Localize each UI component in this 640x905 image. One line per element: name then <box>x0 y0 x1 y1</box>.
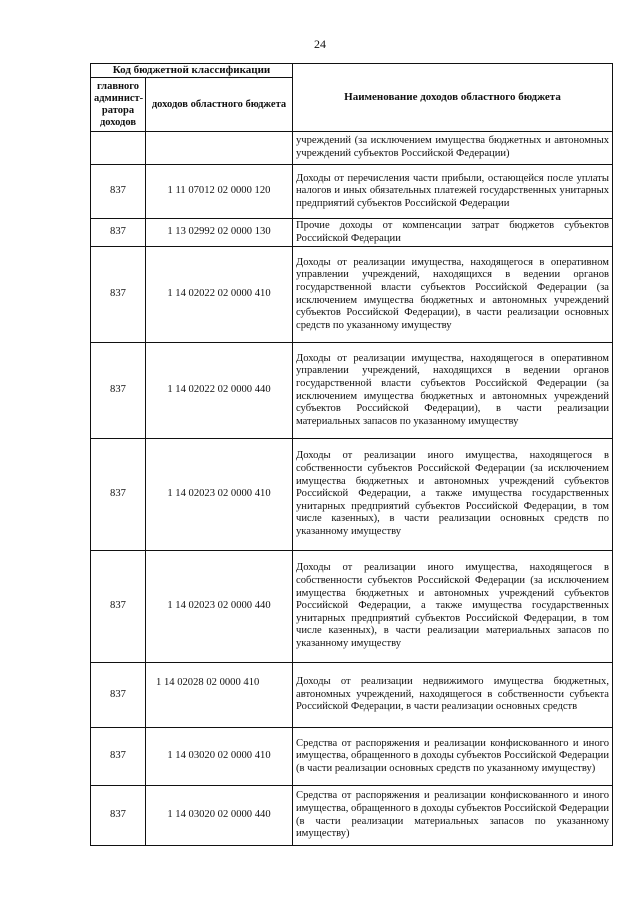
admin-code-cell: 837 <box>91 343 146 439</box>
admin-code-cell <box>91 132 146 165</box>
income-name-cell: Прочие доходы от компенсации затрат бюджетов субъектов Российской Федерации <box>293 219 613 247</box>
table-row <box>91 132 613 165</box>
income-code-cell: 1 13 02992 02 0000 130 <box>146 219 293 247</box>
income-name-cell: Доходы от реализации имущества, находящегося в оперативном управлении учреждений, находящихся в ведении органов государственной власти субъектов Российской Федерации (за исключением имущества бюджетных и автономных учреждений субъектов Российской Федерации), в части реализации основных средств по указанному имуществу <box>293 247 613 343</box>
income-code-column-header: доходов областного бюджета <box>146 78 293 132</box>
table-row <box>91 786 613 846</box>
income-name-header: Наименование доходов областного бюджета <box>293 64 613 132</box>
income-name-cell: Доходы от реализации иного имущества, находящегося в собственности субъектов Российской Федерации (за исключением имущества бюджетных и автономных учреждений субъектов Российской Федерации, а также имущества государственных унитарных предприятий субъектов Российской Федерации, в том числе казенных), в части реализации материальных запасов по указанному имуществу <box>293 551 613 663</box>
income-name-cell: Средства от распоряжения и реализации конфискованного и иного имущества, обращенного в доходы субъектов Российской Федерации (в части реализации основных средств по указанному имуществу) <box>293 728 613 786</box>
admin-code-cell: 837 <box>91 786 146 846</box>
income-code-cell <box>146 132 293 165</box>
income-name-cell: учреждений (за исключением имущества бюджетных и автономных учреждений субъектов Российской Федерации) <box>293 132 613 165</box>
admin-code-cell: 837 <box>91 551 146 663</box>
income-code-cell: 1 14 02022 02 0000 410 <box>146 247 293 343</box>
budget-classification-table <box>90 63 613 846</box>
table-row <box>91 663 613 728</box>
admin-code-cell: 837 <box>91 663 146 728</box>
table-row <box>91 728 613 786</box>
income-code-cell: 1 14 02023 02 0000 410 <box>146 439 293 551</box>
income-name-cell: Доходы от реализации иного имущества, находящегося в собственности субъектов Российской Федерации (за исключением имущества бюджетных и автономных учреждений субъектов Российской Федерации, а также имущества государственных унитарных предприятий субъектов Российской Федерации, в том числе казенных), в части реализации основных средств по указанному имуществу <box>293 439 613 551</box>
admin-code-cell: 837 <box>91 165 146 219</box>
table-row <box>91 247 613 343</box>
income-code-cell: 1 14 03020 02 0000 440 <box>146 786 293 846</box>
table-row <box>91 343 613 439</box>
page-number: 24 <box>314 37 326 51</box>
admin-code-cell: 837 <box>91 728 146 786</box>
income-code-cell: 1 14 03020 02 0000 410 <box>146 728 293 786</box>
income-name-cell: Доходы от реализации недвижимого имущества бюджетных, автономных учреждений, находящегося в собственности субъекта Российской Федерации, в части реализации основных средств <box>293 663 613 728</box>
income-name-cell: Средства от распоряжения и реализации конфискованного и иного имущества, обращенного в доходы субъектов Российской Федерации (в части реализации материальных запасов по указанному имуществу) <box>293 786 613 846</box>
income-name-cell: Доходы от реализации имущества, находящегося в оперативном управлении учреждений, находящихся в ведении органов государственной власти субъектов Российской Федерации (за исключением имущества бюджетных и автономных учреждений субъектов Российской Федерации), в части реализации материальных запасов по указанному имуществу <box>293 343 613 439</box>
admin-column-header: главного админист-ратора доходов <box>91 78 146 132</box>
admin-code-cell: 837 <box>91 439 146 551</box>
income-code-cell: 1 11 07012 02 0000 120 <box>146 165 293 219</box>
income-code-cell: 1 14 02028 02 0000 410 <box>146 663 293 728</box>
admin-code-cell: 837 <box>91 247 146 343</box>
income-code-cell: 1 14 02022 02 0000 440 <box>146 343 293 439</box>
table-row <box>91 165 613 219</box>
budget-code-group-header: Код бюджетной классификации <box>91 64 293 78</box>
income-code-cell: 1 14 02023 02 0000 440 <box>146 551 293 663</box>
income-name-cell: Доходы от перечисления части прибыли, остающейся после уплаты налогов и иных обязательных платежей государственных унитарных предприятий субъектов Российской Федерации <box>293 165 613 219</box>
table-row <box>91 439 613 551</box>
table-row <box>91 219 613 247</box>
table-row <box>91 551 613 663</box>
admin-code-cell: 837 <box>91 219 146 247</box>
